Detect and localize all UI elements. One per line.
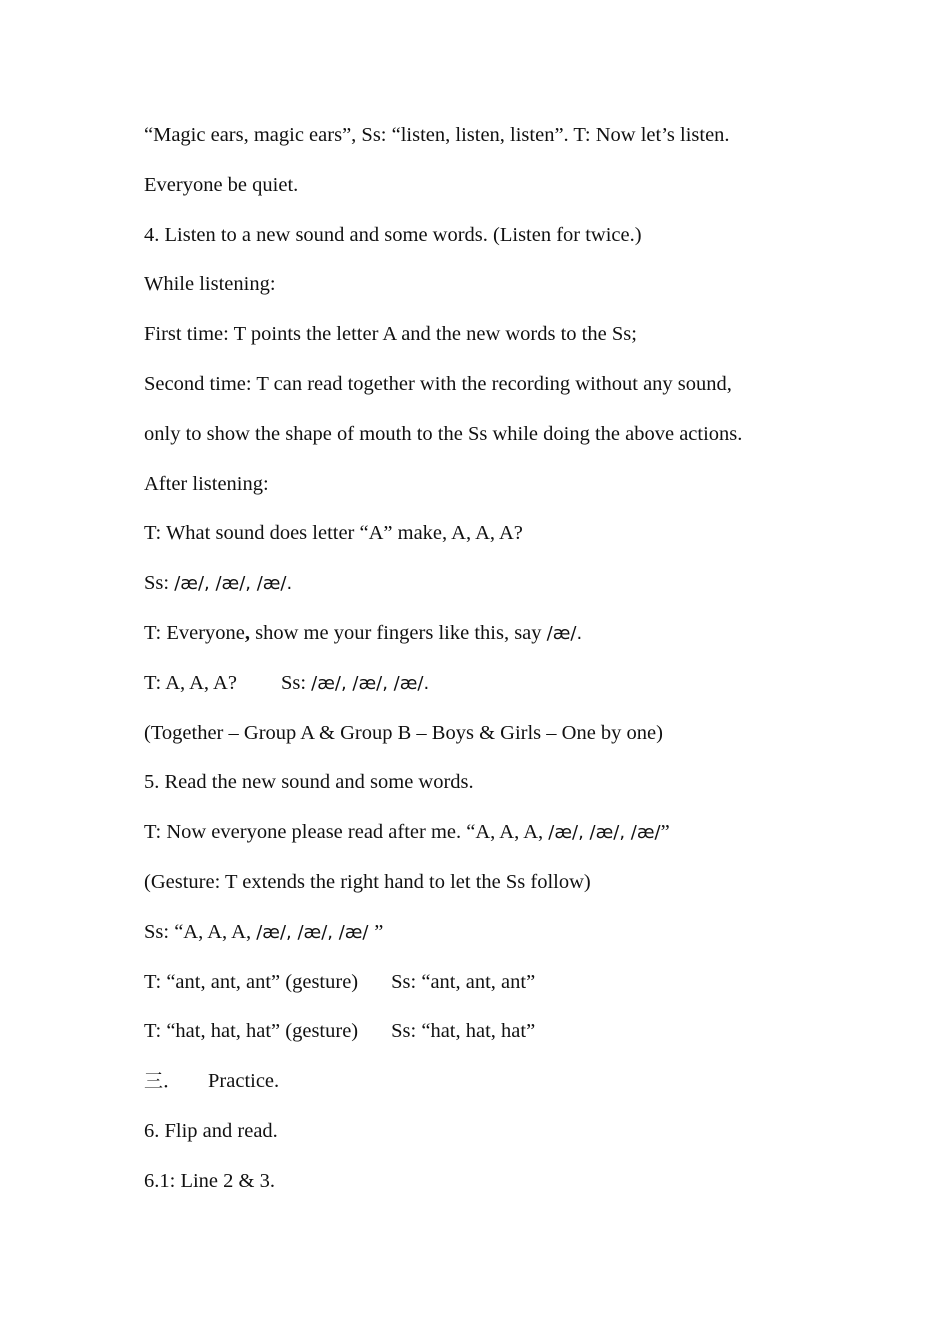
bold-comma: , bbox=[244, 621, 250, 644]
text-line-be-quiet: Everyone be quiet. bbox=[144, 173, 299, 196]
text-line-hat-exchange bbox=[144, 1014, 824, 1064]
text-segment: T: Now everyone please read after me. “A, A, A, bbox=[144, 821, 549, 844]
text-line-gesture: (Gesture: T extends the right hand to let the Ss follow) bbox=[144, 870, 591, 893]
document-body bbox=[144, 118, 824, 1214]
teacher-prompt: T: “ant, ant, ant” (gesture) bbox=[144, 970, 359, 993]
speaker-label: Ss: bbox=[144, 572, 175, 595]
text-line-ant-exchange bbox=[144, 965, 824, 1015]
step-4-heading: 4. Listen to a new sound and some words. (Listen for twice.) bbox=[144, 223, 642, 246]
text-line-ss-response bbox=[144, 566, 824, 616]
phonics-symbols: /æ/, /æ/, /æ/ bbox=[548, 822, 661, 844]
step-6-1-heading: 6.1: Line 2 & 3. bbox=[144, 1169, 275, 1192]
text-segment: ” bbox=[374, 920, 384, 943]
text-line-ss-aaa bbox=[144, 915, 824, 965]
text-line-mouth-shape: only to show the shape of mouth to the Ss while doing the above actions. bbox=[144, 422, 743, 445]
student-response: Ss: “hat, hat, hat” bbox=[391, 1020, 536, 1043]
text-segment: Ss: “A, A, A, bbox=[144, 920, 257, 943]
text-line-magic-ears: “Magic ears, magic ears”, Ss: “listen, listen, listen”. T: Now let’s listen. bbox=[144, 124, 730, 146]
teacher-prompt: T: A, A, A? bbox=[144, 671, 237, 694]
after-listening-label: After listening: bbox=[144, 472, 269, 495]
text-segment: show me your fingers like this, say bbox=[250, 621, 547, 644]
section-title: Practice. bbox=[208, 1070, 280, 1093]
text-segment: ” bbox=[660, 821, 670, 844]
phonics-symbols: /æ/. bbox=[546, 622, 583, 644]
phonics-symbols: /æ/, /æ/, /æ/. bbox=[311, 672, 430, 694]
text-line-read-after-me bbox=[144, 815, 824, 865]
section-number: 三． bbox=[144, 1070, 183, 1093]
phonics-symbols: /æ/, /æ/, /æ/. bbox=[174, 573, 293, 595]
text-line-second-time: Second time: T can read together with the recording without any sound, bbox=[144, 372, 732, 395]
phonics-symbols: /æ/, /æ/, /æ/ bbox=[256, 921, 375, 943]
section-heading-practice bbox=[144, 1064, 824, 1114]
while-listening-label: While listening: bbox=[144, 273, 276, 296]
step-5-heading: 5. Read the new sound and some words. bbox=[144, 771, 474, 794]
step-6-heading: 6. Flip and read. bbox=[144, 1119, 278, 1142]
text-line-show-fingers bbox=[144, 616, 824, 666]
text-segment: T: Everyone bbox=[144, 621, 245, 644]
teacher-prompt: T: “hat, hat, hat” (gesture) bbox=[144, 1020, 359, 1043]
student-response: Ss: “ant, ant, ant” bbox=[391, 970, 536, 993]
text-line-aaa-exchange bbox=[144, 666, 824, 716]
text-line-what-sound: T: What sound does letter “A” make, A, A, A? bbox=[144, 522, 523, 545]
speaker-label: Ss: bbox=[280, 671, 312, 694]
text-line-grouping: (Together – Group A & Group B – Boys & Girls – One by one) bbox=[144, 721, 663, 744]
text-line-first-time: First time: T points the letter A and the new words to the Ss; bbox=[144, 323, 637, 346]
